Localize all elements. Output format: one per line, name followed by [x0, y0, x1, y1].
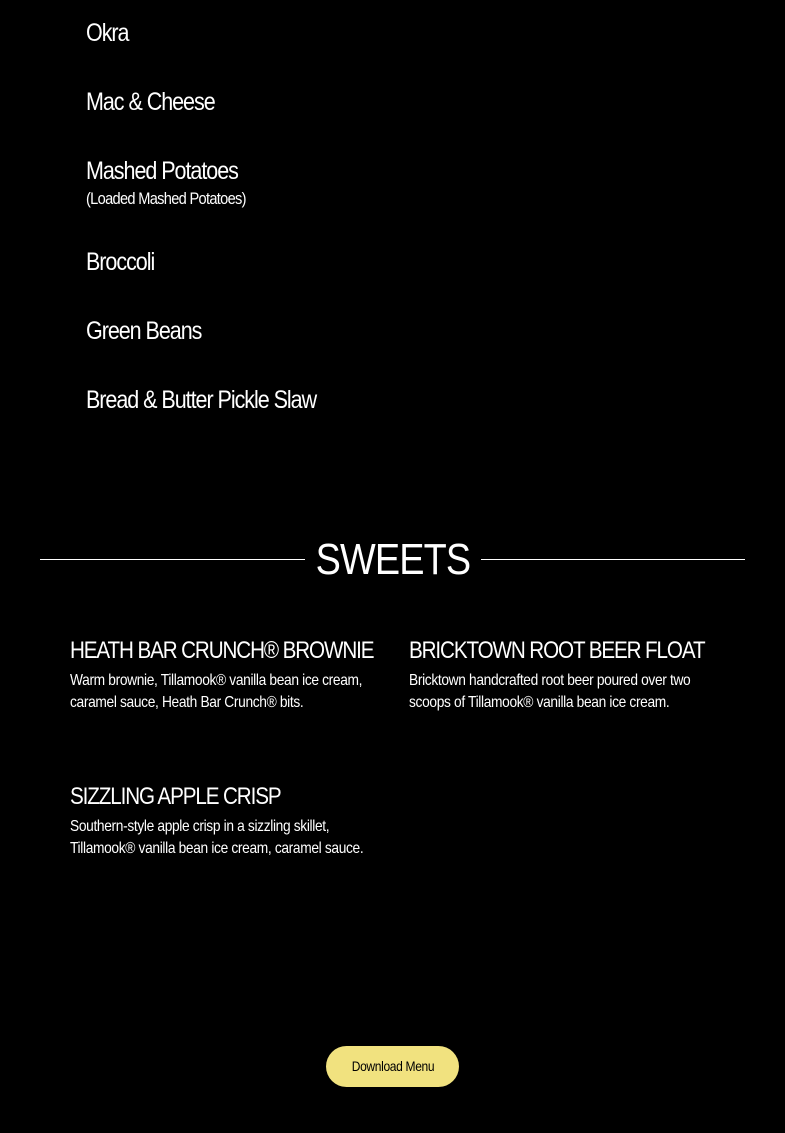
- dessert-item-brownie: [70, 636, 400, 714]
- section-title-text: SWEETS: [315, 535, 470, 584]
- side-item-name: Bread & Butter Pickle Slaw: [86, 386, 317, 414]
- side-item-mashed-potatoes: [86, 156, 272, 210]
- side-item-name: Broccoli: [86, 248, 155, 276]
- download-menu-label: Download Menu: [351, 1058, 434, 1074]
- section-heading-sweets: [0, 533, 785, 587]
- dessert-name: HEATH BAR CRUNCH® BROWNIE: [70, 637, 374, 664]
- side-item-green-beans: [86, 316, 220, 346]
- download-menu-button[interactable]: [326, 1046, 459, 1087]
- side-item-name: Mac & Cheese: [86, 88, 215, 116]
- side-item-pickle-slaw: [86, 385, 354, 415]
- heading-rule-right: [481, 559, 745, 560]
- side-item-name: Mashed Potatoes: [86, 157, 238, 185]
- dessert-item-root-beer-float: [409, 636, 739, 714]
- dessert-name: SIZZLING APPLE CRISP: [70, 783, 281, 810]
- dessert-description: Bricktown handcrafted root beer poured over two scoops of Tillamook® vanilla bean ice cream.: [409, 672, 691, 711]
- dessert-item-apple-crisp: [70, 782, 400, 860]
- side-item-name: Green Beans: [86, 317, 202, 345]
- section-title: [0, 533, 785, 587]
- side-item-name: Okra: [86, 19, 129, 47]
- side-item-note: (Loaded Mashed Potatoes): [86, 189, 246, 208]
- side-item-mac-and-cheese: [86, 87, 236, 117]
- dessert-description: Southern-style apple crisp in a sizzling skillet, Tillamook® vanilla bean ice cream, caramel sauce.: [70, 818, 364, 857]
- side-item-broccoli: [86, 247, 165, 277]
- side-item-okra: [86, 18, 135, 48]
- dessert-description: Warm brownie, Tillamook® vanilla bean ice cream, caramel sauce, Heath Bar Crunch® bits.: [70, 672, 363, 711]
- dessert-name: BRICKTOWN ROOT BEER FLOAT: [409, 637, 705, 664]
